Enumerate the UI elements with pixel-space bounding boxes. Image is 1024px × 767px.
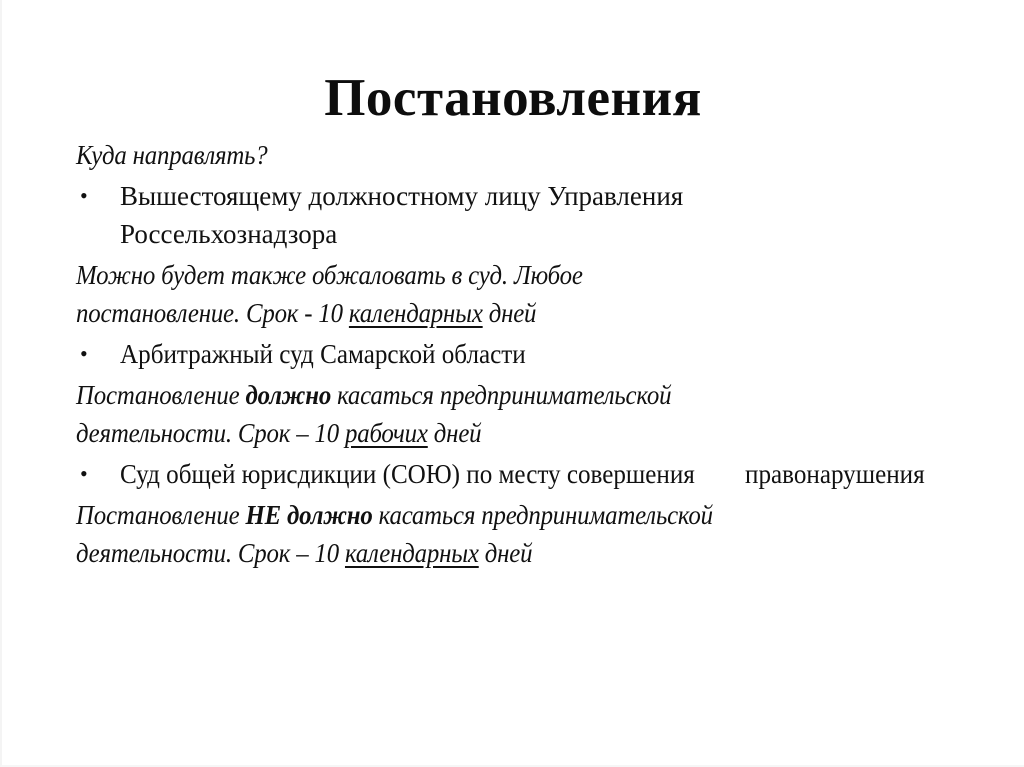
note-text: деятельности. Срок – 10 <box>76 418 345 448</box>
note-line <box>76 534 886 572</box>
bullet-item-superior-official <box>76 177 956 253</box>
bullet-text-line: Вышестоящему должностному лицу Управления <box>120 181 684 211</box>
underlined-term: календарных <box>344 538 479 568</box>
note-line: Можно будет также обжаловать в суд. Любое <box>76 260 583 290</box>
underlined-term: рабочих <box>344 418 428 448</box>
note-line <box>76 294 886 332</box>
slide-title: Постановления <box>324 69 702 127</box>
bullet-icon: • <box>80 183 88 208</box>
note-line <box>76 414 886 452</box>
bullet-text-line: правонарушения <box>744 459 925 489</box>
bullet-icon: • <box>80 341 88 366</box>
bullet-item-arbitration-court <box>76 335 956 373</box>
note-text: деятельности. Срок – 10 <box>76 538 345 568</box>
note-text: дней <box>427 418 482 448</box>
bullet-icon: • <box>80 461 88 486</box>
note-text: Постановление <box>76 500 246 530</box>
note-text: постановление. Срок - 10 <box>76 298 349 328</box>
note-text: касаться предпринимательской <box>331 380 672 410</box>
emphasis-text: должно <box>245 380 332 410</box>
note-text: дней <box>482 298 537 328</box>
note-text: касаться предпринимательской <box>372 500 713 530</box>
note-line <box>76 496 886 534</box>
note-line <box>76 376 886 414</box>
emphasis-text: НЕ должно <box>245 500 373 530</box>
bullet-text-line: Россельхознадзора <box>120 219 338 249</box>
bullet-text-line: Суд общей юрисдикции (СОЮ) по месту совершения <box>120 459 695 489</box>
question-heading: Куда направлять? <box>76 140 268 170</box>
bullet-item-general-court <box>76 455 956 493</box>
underlined-term: календарных <box>348 298 483 328</box>
note-text: Постановление <box>76 380 246 410</box>
note-text: дней <box>478 538 533 568</box>
bullet-text-line: Арбитражный суд Самарской области <box>120 339 526 369</box>
slide-body <box>76 136 956 572</box>
